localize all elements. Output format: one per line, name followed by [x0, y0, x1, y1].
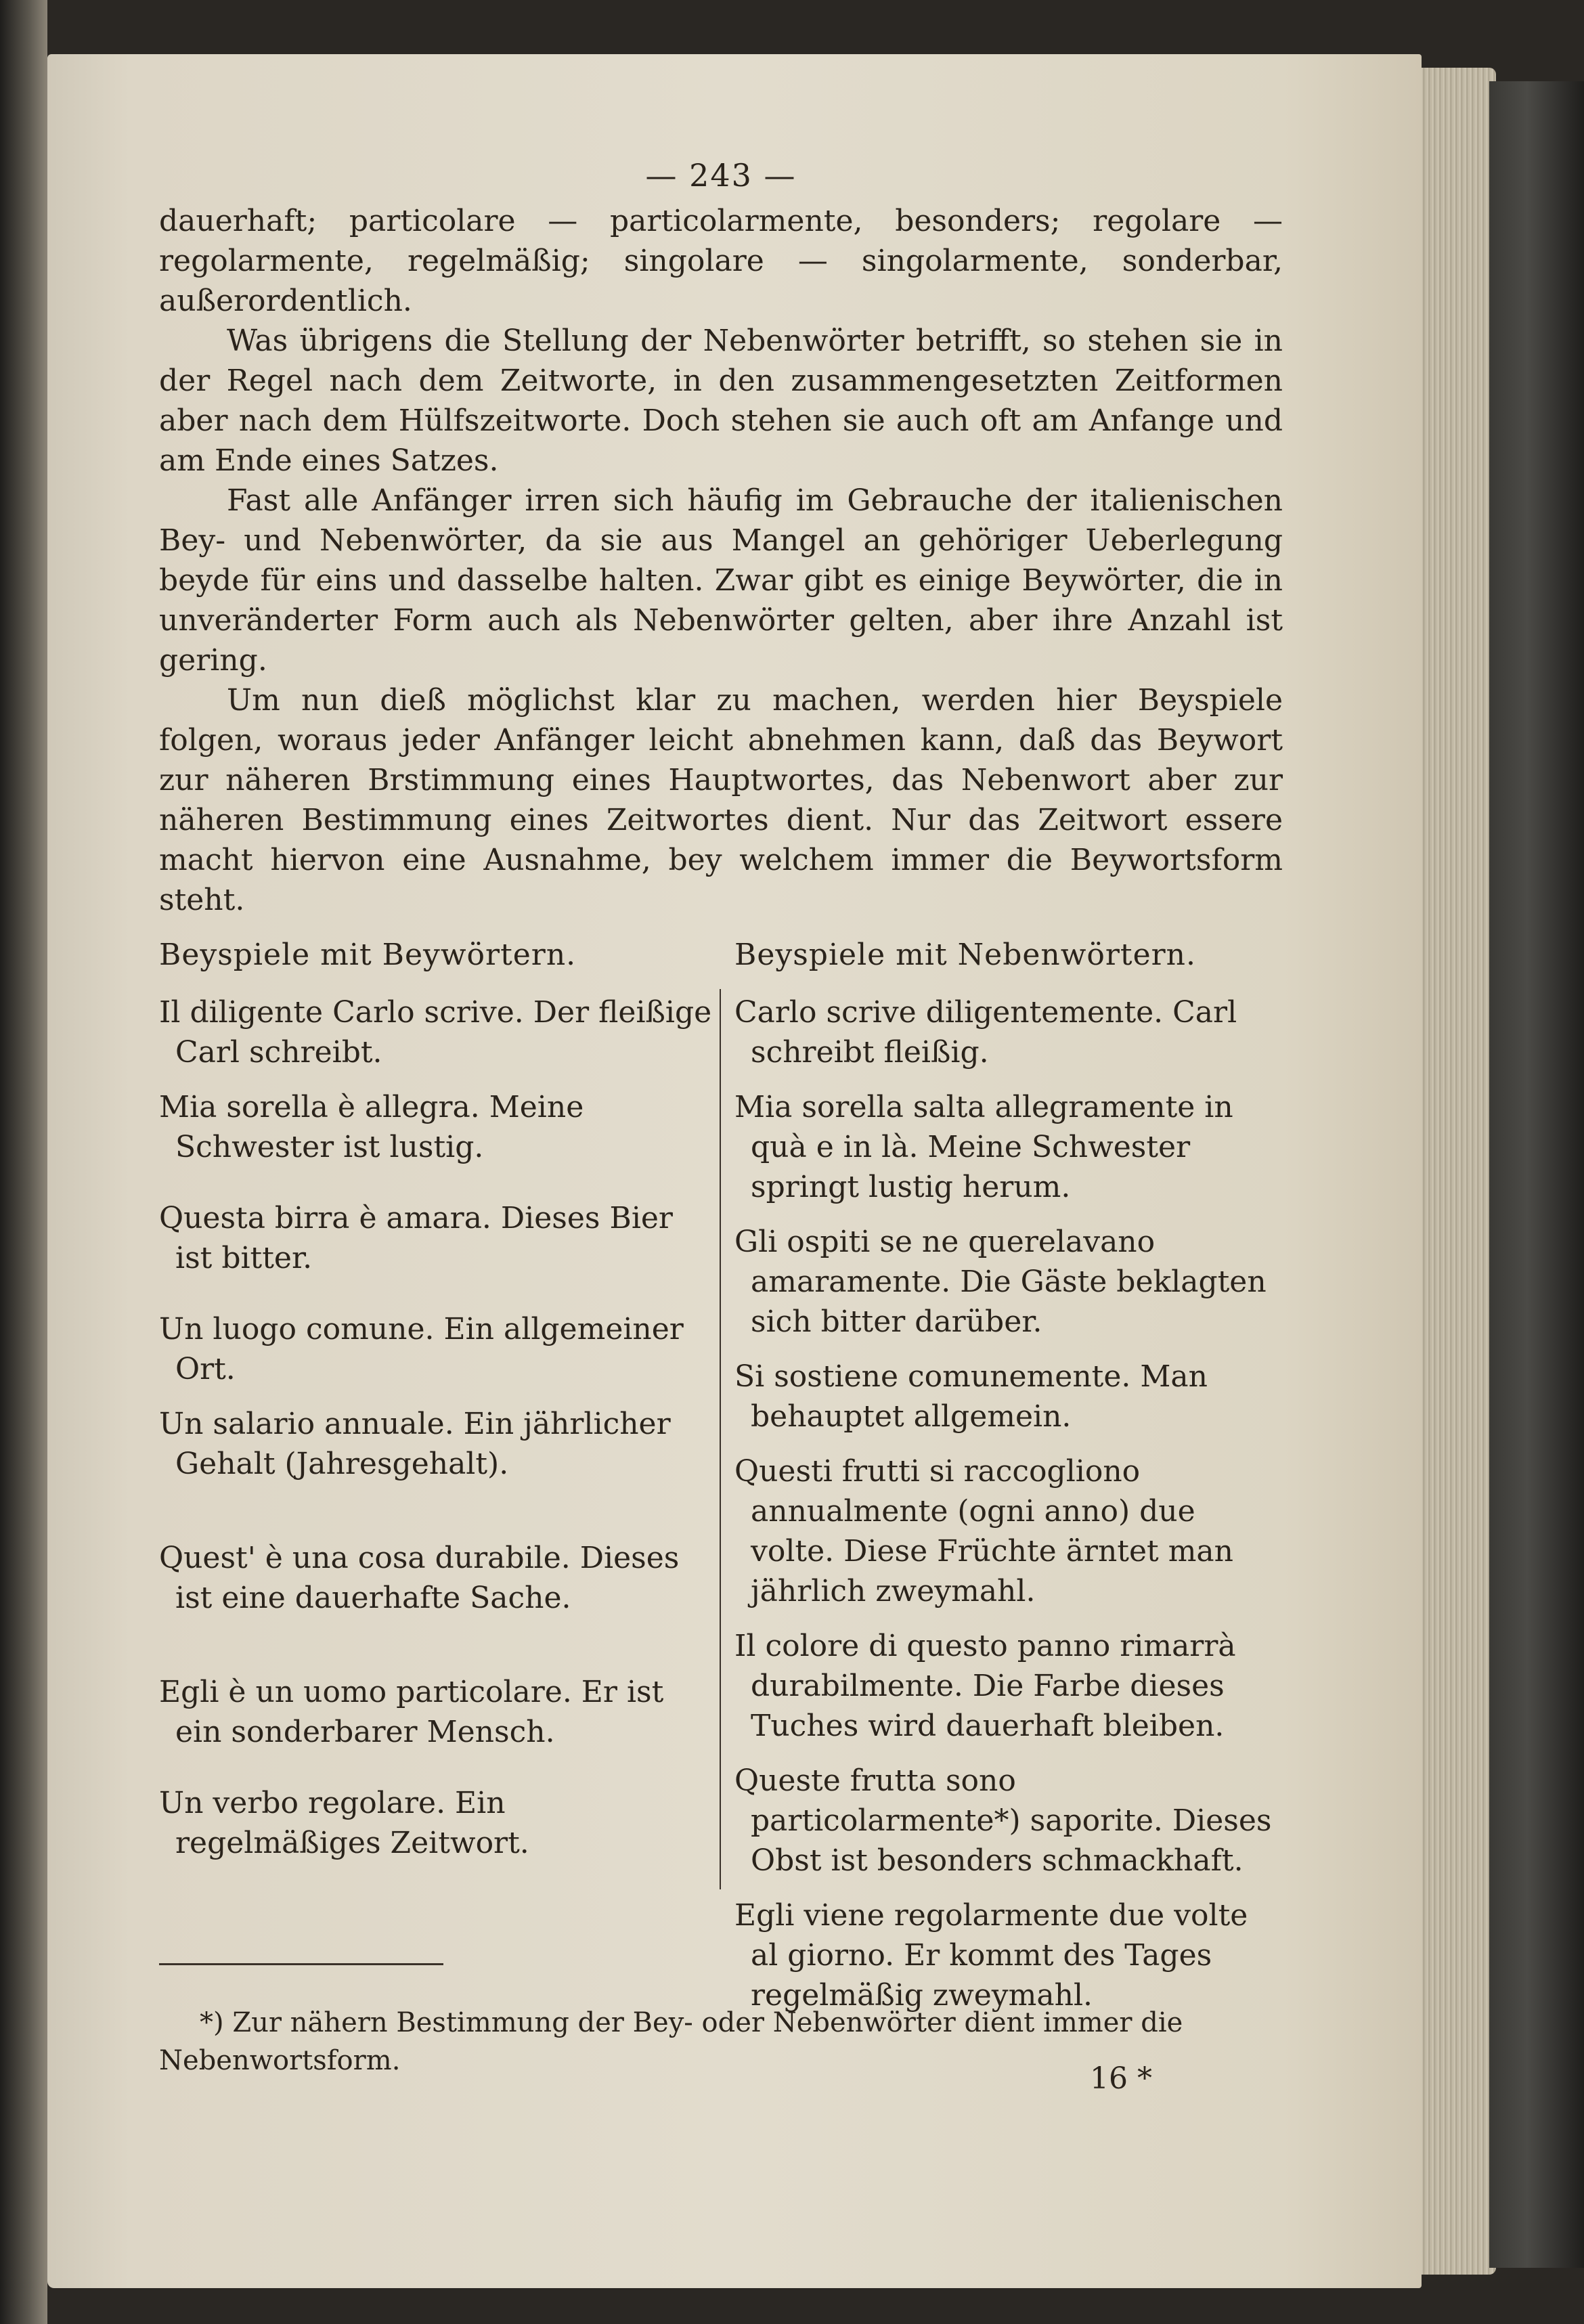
adverb-example: Si sostiene comunemente. Man behauptet allgemein.	[734, 1359, 1208, 1434]
page-number: — 243 —	[645, 157, 797, 194]
page-stack-edge	[1415, 68, 1496, 2275]
adverb-example: Il colore di questo panno rimarrà durabilmente. Die Farbe dieses Tuches wird dauerhaft bleiben.	[734, 1629, 1236, 1743]
adverb-example: Queste frutta sono particolarmente*) saporite. Dieses Obst ist besonders schmackhaft.	[734, 1763, 1272, 1878]
adjective-examples-column	[159, 935, 714, 1878]
intro-paragraph-1: dauerhaft; particolare — particolarmente, besonders; regolare — regolarmente, regelmäßig; singolare — singolarmente, sonderbar, außerordentlich.	[159, 204, 1283, 318]
adverb-example: Questi frutti si raccogliono annualmente (ogni anno) due volte. Diese Früchte ärntet man jährlich zweymahl.	[734, 1454, 1233, 1608]
adjective-example: Quest' è una cosa durabile. Dieses ist eine dauerhafte Sache.	[159, 1541, 680, 1615]
left-page-edge	[0, 0, 47, 2324]
adverb-example: Mia sorella salta allegramente in quà e in là. Meine Schwester springt lustig herum.	[734, 1090, 1233, 1204]
page-content	[159, 156, 1283, 2013]
adjective-example: Un luogo comune. Ein allgemeiner Ort.	[159, 1312, 684, 1386]
column-divider	[720, 989, 721, 1889]
adjective-example: Un verbo regolare. Ein regelmäßiges Zeitwort.	[159, 1786, 529, 1860]
book-cover-edge	[1489, 81, 1584, 2268]
adverb-examples-heading: Beyspiele mit Nebenwörtern.	[734, 938, 1196, 972]
footnote: *) Zur nähern Bestimmung der Bey- oder Nebenwörter dient immer die Nebenwortsform.	[159, 2007, 1183, 2076]
footnote-rule	[159, 1963, 443, 1965]
adverb-example: Egli viene regolarmente due volte al giorno. Er kommt des Tages regelmäßig zweymahl.	[734, 1898, 1248, 2013]
adjective-example: Mia sorella è allegra. Meine Schwester ist lustig.	[159, 1090, 584, 1164]
adjective-example: Questa birra è amara. Dieses Bier ist bitter.	[159, 1201, 673, 1275]
adjective-examples-heading: Beyspiele mit Beywörtern.	[159, 938, 577, 972]
adverb-examples-column	[734, 935, 1283, 2030]
signature-mark: 16 *	[1090, 2061, 1152, 2096]
intro-paragraph-4: Um nun dieß möglichst klar zu machen, werden hier Beyspiele folgen, woraus jeder Anfänger leicht abnehmen kann, daß das Beywort zur näheren Brstimmung eines Hauptwortes, das Nebenwort aber zur näheren Bestimmung eines Zeitwortes dient. Nur das Zeitwort essere macht hiervon eine Ausnahme, bey welchem immer die Beywortsform steht.	[159, 683, 1283, 917]
adjective-example: Egli è un uomo particolare. Er ist ein sonderbarer Mensch.	[159, 1675, 664, 1749]
intro-paragraph-3: Fast alle Anfänger irren sich häufig im Gebrauche der italienischen Bey- und Nebenwörter, da sie aus Mangel an gehöriger Ueberlegung beyde für eins und dasselbe halten. Zwar gibt es einige Beywörter, die in unveränderter Form auch als Nebenwörter gelten, aber ihre Anzahl ist gering.	[159, 483, 1283, 678]
example-columns	[159, 935, 1283, 2013]
adverb-example: Gli ospiti se ne querelavano amaramente. Die Gäste beklagten sich bitter darüber.	[734, 1225, 1267, 1339]
adverb-example: Carlo scrive diligentemente. Carl schreibt fleißig.	[734, 995, 1237, 1070]
adjective-example: Un salario annuale. Ein jährlicher Gehalt (Jahresgehalt).	[159, 1407, 671, 1481]
adjective-example: Il diligente Carlo scrive. Der fleißige Carl schreibt.	[159, 995, 712, 1070]
intro-paragraph-2: Was übrigens die Stellung der Nebenwörter betrifft, so stehen sie in der Regel nach dem Zeitworte, in den zusammengesetzten Zeitformen aber nach dem Hülfszeitworte. Doch stehen sie auch oft am Anfange und am Ende eines Satzes.	[159, 324, 1283, 478]
